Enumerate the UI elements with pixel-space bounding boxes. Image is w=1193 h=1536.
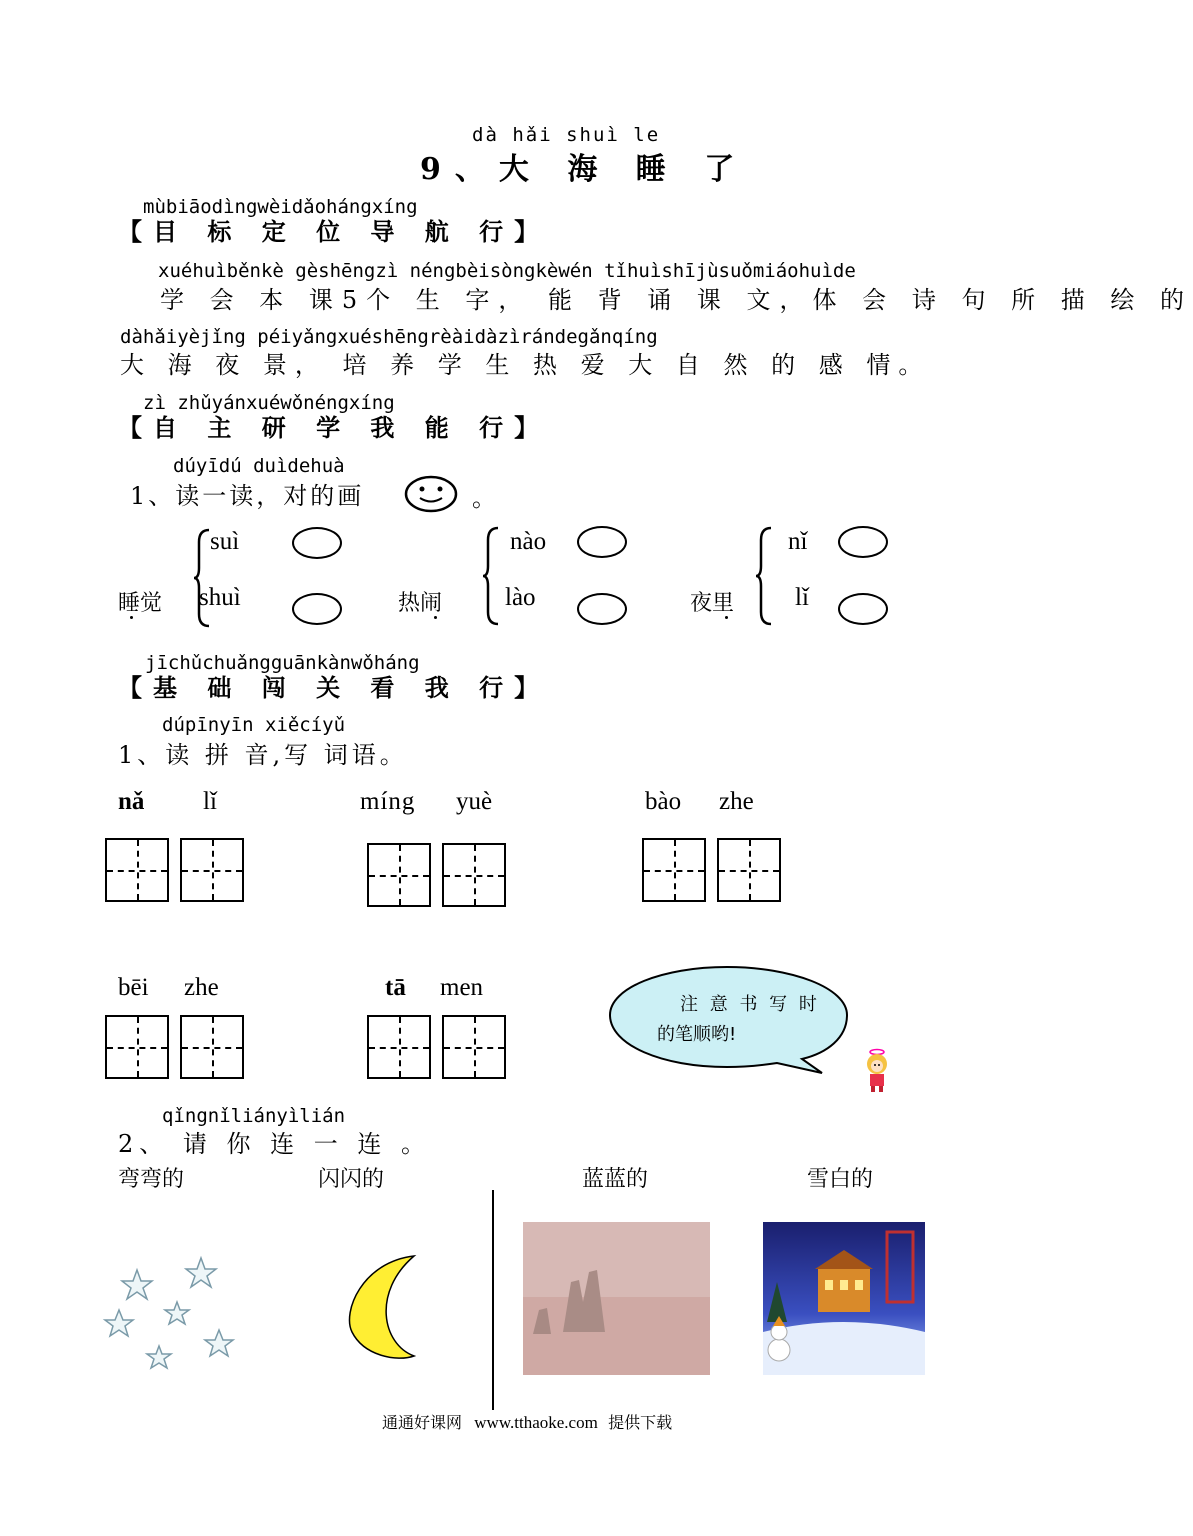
bubble-line2: 的笔顺哟!	[657, 1024, 737, 1045]
title-pinyin: dà hǎi shuì le	[472, 124, 661, 146]
group1-option2: shuì	[199, 584, 241, 611]
brace-icon	[755, 526, 775, 626]
section2-pinyin: zì zhǔyánxuéwǒnéngxíng	[143, 392, 395, 414]
sea-picture[interactable]	[523, 1222, 710, 1375]
answer-oval[interactable]	[292, 593, 342, 625]
star-icon	[105, 1310, 133, 1336]
stars-picture[interactable]	[105, 1250, 240, 1375]
section1-line1-pinyin: xuéhuìběnkè gèshēngzì néngbèisòngkèwén tǐhuìshījùsuǒmiáohuìde	[158, 260, 856, 282]
answer-oval[interactable]	[577, 526, 627, 558]
word4-pinyin-a: bēi	[118, 974, 149, 1001]
emphasis-dot	[725, 616, 728, 619]
group2-option1: nào	[510, 528, 547, 555]
emphasis-dot	[434, 616, 437, 619]
group3-option1: nǐ	[788, 528, 808, 555]
word2-pinyin-b: yuè	[456, 788, 493, 815]
divider	[492, 1190, 494, 1410]
section1-pinyin: mùbiāodìngwèidǎohángxíng	[143, 196, 418, 218]
brace-icon	[482, 526, 502, 626]
section1-line2-pinyin: dàhǎiyèjǐng péiyǎngxuéshēngrèàidàzìrándegǎnqíng	[120, 326, 658, 348]
star-icon	[205, 1330, 233, 1356]
writing-grid[interactable]	[442, 843, 506, 907]
star-icon	[147, 1346, 171, 1368]
group2-word: 热闹	[398, 591, 443, 616]
writing-grid[interactable]	[180, 838, 244, 902]
answer-oval[interactable]	[292, 527, 342, 559]
s3-q1-pinyin: dúpīnyīn xiěcíyǔ	[162, 714, 346, 736]
answer-oval[interactable]	[838, 593, 888, 625]
group1-option1: suì	[210, 528, 240, 555]
group2-option2: lào	[505, 584, 536, 611]
writing-grid[interactable]	[367, 1015, 431, 1079]
s3-q1-text: 1、读 拼 音,写 词语。	[118, 741, 408, 769]
writing-grid[interactable]	[105, 1015, 169, 1079]
adjective-4: 雪白的	[807, 1167, 874, 1192]
section3-pinyin: jīchǔchuǎngguānkànwǒháng	[145, 652, 420, 674]
writing-grid[interactable]	[442, 1015, 506, 1079]
group3-word: 夜里	[690, 591, 735, 616]
section1-line2-text: 大 海 夜 景， 培 养 学 生 热 爱 大 自 然 的 感 情。	[120, 351, 931, 379]
q1-pinyin: dúyīdú duìdehuà	[173, 455, 345, 477]
writing-grid[interactable]	[717, 838, 781, 902]
section1-heading: 【目 标 定 位 导 航 行】	[118, 217, 550, 246]
footer-download-text: 提供下载	[608, 1413, 673, 1432]
word2-pinyin-a: míng	[360, 788, 416, 815]
adjective-1: 弯弯的	[118, 1167, 185, 1192]
word5-pinyin-a: tā	[385, 974, 406, 1001]
writing-grid[interactable]	[367, 843, 431, 907]
group1-word: 睡觉	[118, 591, 163, 616]
word5-pinyin-b: men	[440, 974, 484, 1001]
section1-line1-text: 学 会 本 课5个 生 字， 能 背 诵 课 文，体 会 诗 句 所 描 绘 的	[160, 286, 1193, 314]
s3-q2-text: 2、 请 你 连 一 连 。	[118, 1130, 432, 1158]
writing-grid[interactable]	[642, 838, 706, 902]
star-icon	[186, 1258, 216, 1287]
s3-q2-pinyin: qǐngnǐliányìlián	[162, 1105, 346, 1127]
snow-castle-picture[interactable]	[763, 1222, 925, 1375]
word3-pinyin-b: zhe	[719, 788, 754, 815]
footer-site-name: 通通好课网	[382, 1413, 463, 1432]
writing-grid[interactable]	[105, 838, 169, 902]
smiley-face-icon	[403, 474, 459, 514]
word3-pinyin-a: bào	[645, 788, 682, 815]
girl-character-icon	[860, 1048, 894, 1094]
page-title: 9、大 海 睡 了	[420, 152, 749, 187]
crescent-moon-picture[interactable]	[342, 1252, 422, 1362]
emphasis-dot	[130, 616, 133, 619]
section2-heading: 【自 主 研 学 我 能 行】	[118, 413, 550, 442]
writing-grid[interactable]	[180, 1015, 244, 1079]
q1-period: 。	[472, 484, 496, 512]
adjective-2: 闪闪的	[318, 1167, 385, 1192]
group3-option2: lǐ	[795, 584, 809, 611]
word1-pinyin-a: nǎ	[118, 788, 145, 815]
answer-oval[interactable]	[577, 593, 627, 625]
footer-url[interactable]: www.tthaoke.com	[474, 1413, 598, 1432]
star-icon	[165, 1302, 189, 1324]
star-icon	[122, 1270, 152, 1299]
adjective-3: 蓝蓝的	[582, 1167, 649, 1192]
q1-text: 1、读一读，对的画	[130, 482, 365, 510]
answer-oval[interactable]	[838, 526, 888, 558]
section3-heading: 【基 础 闯 关 看 我 行】	[118, 673, 550, 702]
word4-pinyin-b: zhe	[184, 974, 219, 1001]
word1-pinyin-b: lǐ	[203, 788, 217, 815]
bubble-line1: 注 意 书 写 时	[680, 994, 820, 1015]
